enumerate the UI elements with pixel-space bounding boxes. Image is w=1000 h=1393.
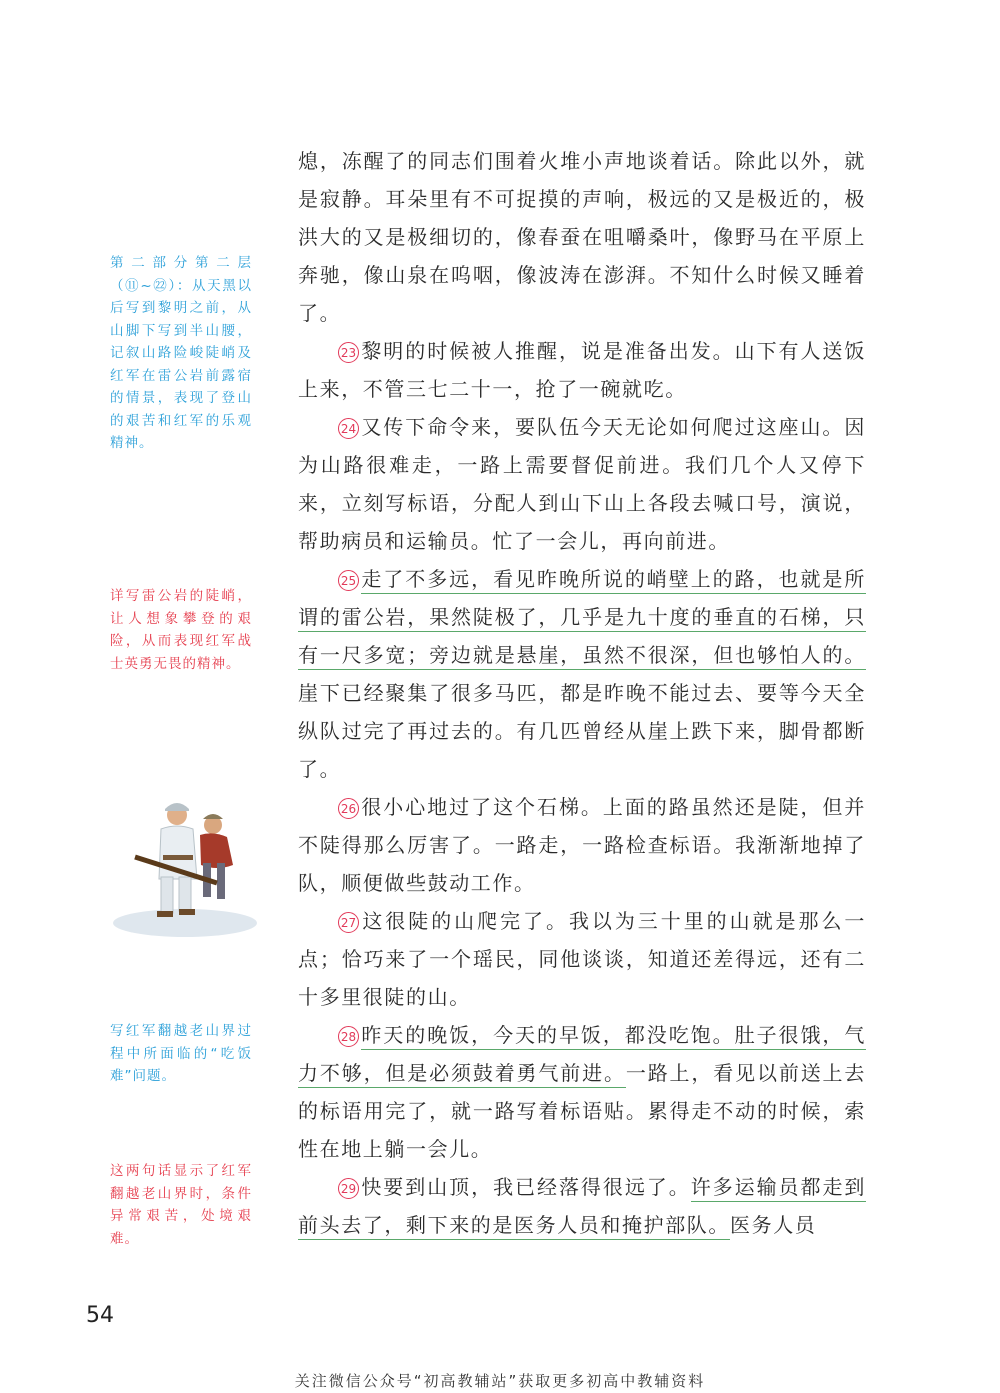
- paragraph-28: [298, 1016, 866, 1168]
- underlined-text: 昨天的晚饭，今天的早饭，都没吃饱。肚子很饿，气力不够，但是必须鼓着勇气前进。: [298, 1023, 866, 1088]
- paragraph-25: [298, 560, 866, 788]
- margin-note-cliff: 详写雷公岩的陡峭，让人想象攀登的艰险，从而表现红军战士英勇无畏的精神。: [110, 588, 252, 672]
- paragraph-number: 26: [338, 798, 359, 819]
- paragraph-number: 25: [338, 570, 359, 591]
- paragraph-number: 28: [338, 1026, 359, 1047]
- paragraph-24: [298, 408, 866, 560]
- paragraph-text: 这很陡的山爬完了。我以为三十里的山就是那么一点；恰巧来了一个瑶民，同他谈谈，知道还差得远，还有二十多里很陡的山。: [298, 909, 866, 1009]
- paragraph-text-tail: 医务人员: [730, 1213, 817, 1237]
- page-number: 54: [86, 1303, 114, 1328]
- main-text: [298, 142, 866, 1244]
- underlined-text: 许多运输员都走到前头去了，剩下来的是医务人员和掩护部队。: [298, 1175, 866, 1240]
- footer-promo: 关注微信公众号“初高教辅站”获取更多初高中教辅资料: [294, 1372, 706, 1390]
- paragraph-text: 黎明的时候被人推醒，说是准备出发。山下有人送饭上来，不管三七二十一，抢了一碗就吃。: [298, 339, 866, 401]
- paragraph-text: 崖下已经聚集了很多马匹，都是昨晚不能过去、要等今天全纵队过完了再过去的。有几匹曾经从崖上跌下来，脚骨都断了。: [298, 681, 866, 781]
- paragraph-text: 又传下命令来，要队伍今天无论如何爬过这座山。因为山路很难走，一路上需要督促前进。我们几个人又停下来，立刻写标语，分配人到山下山上各段去喊口号，演说，帮助病员和运输员。忙了一会儿，再向前进。: [298, 415, 866, 553]
- paragraph-text: 快要到山顶，我已经落得很远了。: [361, 1175, 691, 1199]
- paragraph-23: [298, 332, 866, 408]
- paragraph-continued: 熄，冻醒了的同志们围着火堆小声地谈着话。除此以外，就是寂静。耳朵里有不可捉摸的声响，极远的又是极近的，极洪大的又是极细切的，像春蚕在咀嚼桑叶，像野马在平原上奔驰，像山泉在呜咽，像波涛在澎湃。不知什么时候又睡着了。: [298, 149, 866, 325]
- paragraph-number: 23: [338, 342, 359, 363]
- red-army-soldiers-illustration: [105, 795, 260, 940]
- margin-note-structure: 第二部分第二层（⑪~㉒）：从天黑以后写到黎明之前，从山脚下写到半山腰，记叙山路险峻陡峭及红军在雷公岩前露宿的情景，表现了登山的艰苦和红军的乐观精神。: [110, 255, 252, 451]
- margin-note-hardship: 这两句话显示了红军翻越老山界时，条件异常艰苦，处境艰难。: [110, 1163, 252, 1247]
- paragraph-27: [298, 902, 866, 1016]
- paragraph-29: [298, 1168, 866, 1244]
- underlined-text: 走了不多远，看见昨晚所说的峭壁上的路，也就是所谓的雷公岩，果然陡极了，几乎是九十度的垂直的石梯，只有一尺多宽；旁边就是悬崖，虽然不很深，但也够怕人的。: [298, 567, 866, 670]
- paragraph-text: 一路上，看见以前送上去的标语用完了，就一路写着标语贴。累得走不动的时候，索性在地上躺一会儿。: [298, 1061, 866, 1161]
- paragraph-26: [298, 788, 866, 902]
- paragraph-text: 很小心地过了这个石梯。上面的路虽然还是陡，但并不陡得那么厉害了。一路走，一路检查标语。我渐渐地掉了队，顺便做些鼓动工作。: [298, 795, 866, 895]
- paragraph-number: 27: [338, 912, 359, 933]
- paragraph-number: 24: [338, 418, 359, 439]
- margin-note-food: 写红军翻越老山界过程中所面临的“吃饭难”问题。: [110, 1023, 252, 1084]
- paragraph-number: 29: [338, 1178, 359, 1199]
